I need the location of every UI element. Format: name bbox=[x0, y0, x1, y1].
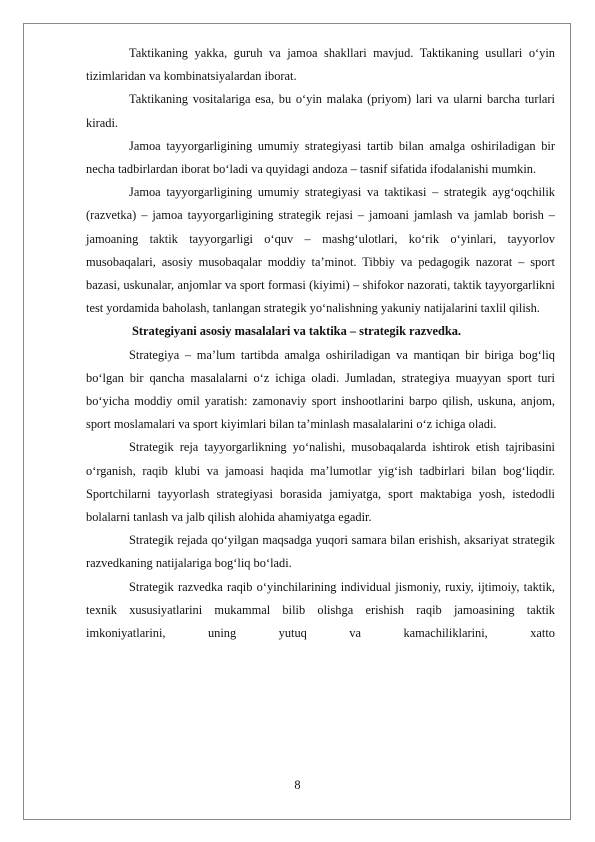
paragraph-strategic-reconnaissance: Strategik razvedka raqib o‘yinchilarining individual jismoniy, ruxiy, ijtimoiy, taktik, texnik xususiyatlarini mukammal bilib olishga erishish raqib jamoasining taktik imkoniyatlarini, uning yutuq va kamachiliklarini, xatto bbox=[86, 579, 555, 641]
page-body bbox=[86, 42, 555, 645]
paragraph-strategy-definition: Strategiya – ma’lum tartibda amalga oshiriladigan va mantiqan bir biriga bog‘liq bo‘lgan bir qancha masalalarni o‘z ichiga oladi. Jumladan, strategiya muayyan sport turi bo‘yicha moddiy omil yaratish: zamonaviy sport inshootlarini barpo qilish, uskuna, anjom, sport moslamalari va sport kiyimlari bilan ta’minlash masalalarini o‘z ichiga oladi. bbox=[86, 347, 555, 432]
paragraph-strategic-plan: Strategik reja tayyorgarlikning yo‘nalishi, musobaqalarda ishtirok etish tajribasini o‘rganish, raqib klubi va jamoasi haqida ma’lumotlar yig‘ish tadbirlari bilan bog‘liqdir. Sportchilarni tayyorlash strategiyasi borasida jamiyatga, sport maktabiga yosh, istedodli bolalarni tanlash va jalb qilish alohida ahamiyatga egadir. bbox=[86, 440, 555, 525]
paragraph-strategy-scheme: Jamoa tayyorgarligining umumiy strategiyasi va taktikasi – strategik ayg‘oqchilik (razvetka) – jamoa tayyorgarligining strategik rejasi – jamoani jamlash va jamlab borish – jamoaning taktik tayyorgarligi o‘quv – mashg‘ulotlari, ko‘rik o‘yinlari, tayyorlov musobaqalari, asosiy musobaqalar moddiy ta’minot. Tibbiy va pedagogik nazorat – sport bazasi, uskunalar, anjomlar va sport formasi (kiyimi) – shifokor nazorati, taktik tayyorgarlikni test yordamida baholash, tanlangan strategik yo‘nalishning yakuniy natijalarini taxlil qilish. bbox=[86, 185, 555, 316]
page-number: 8 bbox=[294, 778, 301, 792]
paragraph-plan-goal: Strategik rejada qo‘yilgan maqsadga yuqori samara bilan erishish, aksariyat strategik razvedkaning natijalariga bog‘liq bo‘ladi. bbox=[86, 533, 555, 571]
paragraph-tactics-forms: Taktikaning yakka, guruh va jamoa shakllari mavjud. Taktikaning usullari o‘yin tizimlaridan va kombinatsiyalardan iborat. bbox=[86, 46, 555, 84]
section-heading: Strategiyani asosiy masalalari va taktika – strategik razvedka. bbox=[132, 324, 462, 339]
paragraph-tactics-means: Taktikaning vositalariga esa, bu o‘yin malaka (priyom) lari va ularni barcha turlari kiradi. bbox=[86, 92, 555, 130]
paragraph-strategy-overview: Jamoa tayyorgarligining umumiy strategiyasi tartib bilan amalga oshiriladigan bir necha tadbirlardan iborat bo‘ladi va quyidagi andoza – tasnif sifatida ifodalanishi mumkin. bbox=[86, 138, 555, 177]
